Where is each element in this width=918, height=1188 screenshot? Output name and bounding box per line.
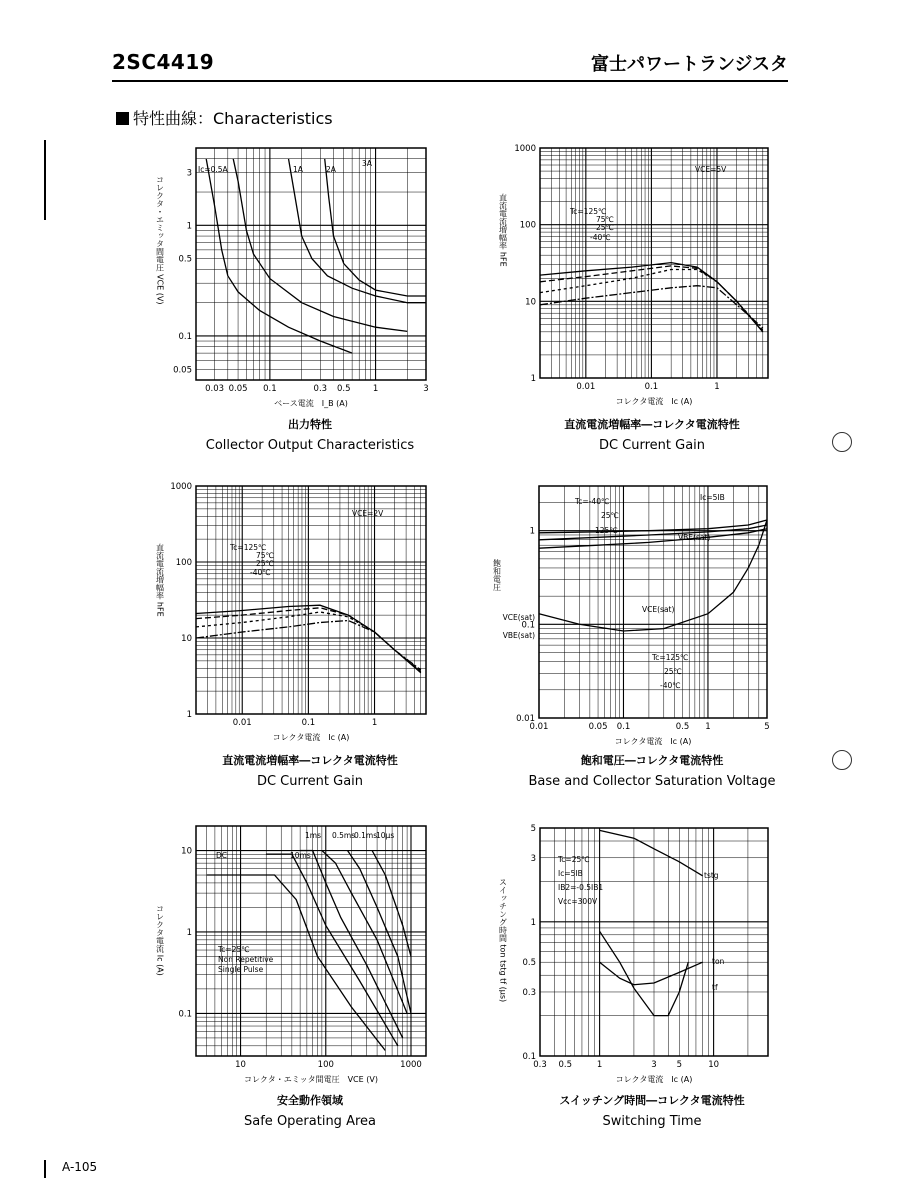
caption-jp: 直流電流増幅率―コレクタ電流特性 <box>222 754 398 767</box>
y-axis-label: コレクタ・エミッタ間電圧 VCE (V) <box>155 175 165 305</box>
y-tick-label: 3 <box>186 168 192 179</box>
chart-annotation: Tc=25℃ <box>218 945 250 954</box>
series-line-2 <box>289 159 427 303</box>
y-tick-label: 1 <box>530 917 536 928</box>
y-tick-label: 1 <box>530 374 536 384</box>
chart-annotation: VCE=2V <box>352 509 384 518</box>
chart-annotation: 0.5ms <box>332 831 356 840</box>
y-tick-label: 0.1 <box>178 1009 192 1020</box>
x-tick-label: 10 <box>235 1060 246 1070</box>
series-line-0 <box>206 159 352 353</box>
chart-annotation: VCE(sat) <box>642 605 675 614</box>
chart-annotation: -40℃ <box>590 233 611 242</box>
y-tick-label: 0.5 <box>522 958 536 969</box>
y-tick-label: 10 <box>525 297 536 308</box>
chart-annotation: 125℃ <box>595 526 618 535</box>
plot-frame <box>196 486 426 714</box>
y-tick-label: 1000 <box>514 144 536 154</box>
x-tick-label: 1 <box>705 722 711 732</box>
x-axis-label: コレクタ電流 Ic (A) <box>614 737 692 746</box>
caption-en: DC Current Gain <box>598 438 706 453</box>
x-tick-label: 100 <box>317 1060 334 1070</box>
x-tick-label: 0.05 <box>588 722 608 732</box>
axis-side-label: VCE(sat) <box>502 613 535 622</box>
y-tick-label: 1 <box>186 710 192 720</box>
x-tick-label: 0.3 <box>313 384 328 394</box>
caption-en: DC Current Gain <box>256 774 364 789</box>
y-tick-label: 3 <box>530 853 536 864</box>
x-axis-label: ベース電流 I_B (A) <box>274 399 348 408</box>
chart-annotation: VBE(sat) <box>678 533 711 542</box>
caption-en: Base and Collector Saturation Voltage <box>528 774 776 789</box>
chart-annotation: 25℃ <box>596 223 614 232</box>
x-tick-label: 0.3 <box>533 1060 547 1070</box>
y-tick-label: 0.3 <box>522 987 536 998</box>
chart-annotation: 1A <box>293 165 303 174</box>
x-tick-label: 0.01 <box>529 722 549 732</box>
y-tick-label: 100 <box>519 220 536 231</box>
x-axis-label: コレクタ電流 Ic (A) <box>615 397 693 406</box>
chart-annotation: 0.1ms <box>354 831 378 840</box>
x-tick-label: 0.1 <box>616 722 631 732</box>
x-tick-label: 3 <box>423 384 429 394</box>
plot-frame <box>539 486 767 718</box>
caption-jp: 安全動作領域 <box>277 1094 343 1107</box>
y-tick-label: 1 <box>186 927 192 938</box>
x-tick-label: 1000 <box>400 1060 422 1070</box>
chart-annotation: 10μs <box>376 831 395 840</box>
caption-en: Collector Output Characteristics <box>205 438 415 453</box>
chart-annotation: Vcc=300V <box>558 897 598 906</box>
x-tick-label: 5 <box>764 722 770 732</box>
chart-annotation: Tc=125℃ <box>570 207 607 216</box>
chart-hfe2 <box>156 482 427 742</box>
y-tick-label: 1 <box>186 221 192 232</box>
x-axis-label: コレクタ・エミッタ間電圧 VCE (V) <box>244 1075 378 1084</box>
y-tick-label: 0.01 <box>516 714 535 724</box>
chart-switch <box>499 824 769 1084</box>
chart-annotation: 2A <box>326 165 336 174</box>
x-tick-label: 0.5 <box>675 722 690 732</box>
chart-annotation: tf <box>712 983 718 992</box>
x-tick-label: 0.01 <box>576 382 596 392</box>
section-label: 特性曲線：Characteristics <box>133 109 333 128</box>
x-tick-label: 3 <box>651 1060 657 1070</box>
y-axis-label: 直流電流増幅率 hFE <box>498 193 508 267</box>
page-number: A-105 <box>62 1160 98 1174</box>
chart-annotation: Ic=5IB <box>700 493 725 502</box>
series-line-3 <box>539 520 767 631</box>
chart-annotation: Tc=125℃ <box>652 653 689 662</box>
chart-annotation: VCE=5V <box>695 165 727 174</box>
chart-annotation: ton <box>712 957 725 966</box>
y-tick-label: 5 <box>530 824 536 834</box>
chart-annotation: 10ms <box>290 851 311 860</box>
chart-annotation: 75℃ <box>596 215 614 224</box>
axis-side-label: VBE(sat) <box>502 631 535 640</box>
y-axis-label: コレクタ電流 Ic (A) <box>155 904 165 976</box>
part-number: 2SC4419 <box>112 50 215 74</box>
x-tick-label: 1 <box>371 718 378 728</box>
y-axis-label: スイッチング時間 ton tstg tf (μs) <box>498 877 508 1003</box>
y-tick-label: 10 <box>181 634 192 644</box>
caption-en: Safe Operating Area <box>244 1114 376 1129</box>
caption-jp: 出力特性 <box>288 418 332 431</box>
chart-annotation: Non Repetitive <box>218 955 274 964</box>
x-tick-label: 0.5 <box>336 384 351 394</box>
y-tick-label: 0.1 <box>522 1052 536 1062</box>
x-tick-label: 0.01 <box>232 718 252 728</box>
chart-hfe5 <box>499 144 769 406</box>
caption-jp: 直流電流増幅率―コレクタ電流特性 <box>564 418 740 431</box>
y-tick-label: 10 <box>181 846 192 857</box>
chart-annotation: 75℃ <box>256 551 274 560</box>
chart-annotation: 25℃ <box>256 559 274 568</box>
chart-annotation: IB2=-0.5IB1 <box>558 883 604 892</box>
chart-annotation: -40℃ <box>660 681 681 690</box>
chart-annotation: tstg <box>704 871 719 880</box>
x-tick-label: 0.1 <box>263 384 277 394</box>
chart-annotation: Tc=25℃ <box>558 855 590 864</box>
x-tick-label: 0.5 <box>558 1060 573 1070</box>
chart-annotation: Ic=5IB <box>558 869 583 878</box>
y-tick-label: 0.5 <box>178 254 192 265</box>
y-tick-label: 0.1 <box>178 331 192 342</box>
chart-annotation: Ic=0.5A <box>198 165 228 174</box>
y-axis-label: 直流電流増幅率 hFE <box>155 543 165 617</box>
x-tick-label: 10 <box>708 1060 720 1070</box>
chart-annotation: Single Pulse <box>218 965 264 974</box>
chart-output <box>156 148 429 408</box>
x-tick-label: 0.1 <box>301 718 316 728</box>
y-tick-label: 0.1 <box>521 620 535 631</box>
x-tick-label: 0.05 <box>228 384 248 394</box>
doc-title: 富士パワートランジスタ <box>590 54 788 75</box>
x-tick-label: 1 <box>596 1060 603 1070</box>
plot-frame <box>540 148 768 378</box>
x-axis-label: コレクタ電流 Ic (A) <box>615 1075 693 1084</box>
chart-annotation: Tc=-40℃ <box>575 497 610 506</box>
y-axis-label: 飽和電圧 <box>492 559 502 591</box>
chart-annotation: -40℃ <box>250 568 271 577</box>
y-tick-label: 1 <box>529 526 535 537</box>
x-tick-label: 0.1 <box>644 382 659 392</box>
x-axis-label: コレクタ電流 Ic (A) <box>272 733 350 742</box>
caption-en: Switching Time <box>602 1114 702 1129</box>
chart-annotation: 25℃ <box>664 667 682 676</box>
y-tick-label: 100 <box>175 558 192 568</box>
x-tick-label: 5 <box>676 1060 683 1070</box>
x-tick-label: 1 <box>714 382 720 392</box>
x-tick-label: 0.03 <box>205 384 225 394</box>
chart-annotation: 3A <box>362 159 372 168</box>
y-tick-label: 0.05 <box>173 365 192 376</box>
chart-soa <box>156 826 427 1084</box>
series-line-0 <box>600 830 703 875</box>
chart-annotation: DC <box>216 851 228 860</box>
chart-annotation: Tc=125℃ <box>230 543 267 552</box>
caption-jp: スイッチング時間―コレクタ電流特性 <box>559 1094 745 1107</box>
caption-jp: 飽和電圧―コレクタ電流特性 <box>580 754 724 767</box>
plot-frame <box>196 148 426 380</box>
y-tick-label: 1000 <box>170 482 192 492</box>
x-tick-label: 1 <box>372 384 379 394</box>
chart-annotation: 25℃ <box>601 511 619 520</box>
chart-annotation: 1ms <box>305 831 321 840</box>
chart-sat <box>493 486 770 746</box>
